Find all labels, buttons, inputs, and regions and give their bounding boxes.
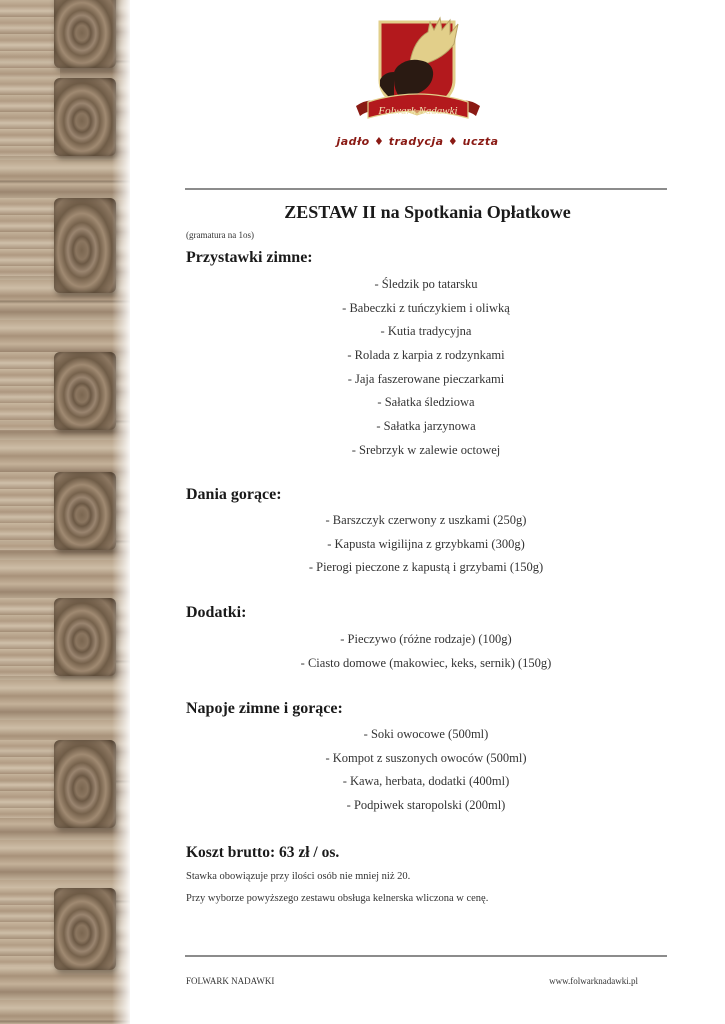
list-item: - Kawa, herbata, dodatki (400ml) [342, 774, 510, 789]
log-side [0, 198, 60, 276]
list-item: - Jaja faszerowane pieczarkami [347, 371, 505, 386]
service-note: Przy wyborze powyższego zestawu obsługa kelnerska wliczona w cenę. [186, 893, 489, 904]
cold-starters-list [186, 273, 666, 463]
list-item: - Kompot z suszonych owoców (500ml) [325, 750, 527, 765]
log-end [54, 888, 116, 970]
weight-note: (gramatura na 1os) [186, 230, 254, 240]
hot-dishes-list [186, 509, 666, 580]
price-per-person: Koszt brutto: 63 zł / os. [186, 844, 340, 861]
page-title: ZESTAW II na Spotkania Opłatkowe [284, 202, 571, 222]
log-side [0, 472, 60, 550]
section-heading-cold-starters: Przystawki zimne: [186, 249, 313, 266]
drinks-list [186, 723, 666, 818]
wood-logs-decoration [0, 0, 130, 1024]
folwark-nadawki-logo [350, 10, 486, 135]
log-side [0, 0, 60, 78]
list-item: - Soki owocowe (500ml) [363, 727, 489, 741]
log-side [0, 352, 60, 430]
section-heading-hot-dishes: Dania gorące: [186, 486, 282, 503]
list-item: - Podpiwek staropolski (200ml) [346, 798, 506, 813]
log-side [0, 740, 60, 818]
top-divider [185, 188, 667, 190]
list-item: - Pierogi pieczone z kapustą i grzybami (150g) [308, 560, 544, 575]
bottom-divider [185, 955, 667, 957]
log-end [54, 472, 116, 550]
list-item: - Ciasto domowe (makowiec, keks, sernik) (150g) [300, 655, 552, 670]
section-heading-drinks: Napoje zimne i gorące: [186, 700, 343, 717]
log-end [54, 598, 116, 676]
footer-brand: FOLWARK NADAWKI [186, 976, 275, 986]
min-guests-note: Stawka obowiązuje przy ilości osób nie mniej niż 20. [186, 871, 411, 882]
list-item: - Babeczki z tuńczykiem i oliwką [342, 300, 510, 315]
list-item: - Śledzik po tatarsku [374, 277, 478, 291]
extras-list [186, 628, 666, 675]
log-end [54, 352, 116, 430]
log-side [0, 598, 60, 676]
list-item: - Rolada z karpia z rodzynkami [347, 348, 505, 363]
list-item: - Barszczyk czerwony z uszkami (250g) [325, 513, 527, 527]
list-item: - Sałatka śledziowa [377, 395, 475, 410]
list-item: - Kutia tradycyjna [380, 324, 472, 339]
log-end [54, 198, 116, 293]
section-heading-extras: Dodatki: [186, 604, 247, 621]
log-side [0, 888, 60, 966]
log-end [54, 740, 116, 828]
wood-fade [112, 0, 130, 1024]
list-item: - Srebrzyk w zalewie octowej [351, 442, 501, 457]
footer-website: www.folwarknadawki.pl [549, 976, 638, 986]
list-item: - Pieczywo (różne rodzaje) (100g) [340, 632, 512, 646]
tagline: jadło ♦ tradycja ♦ uczta [336, 135, 499, 148]
logo-text: Folwark Nadawki [378, 105, 458, 117]
list-item: - Sałatka jarzynowa [376, 419, 476, 434]
log-end [54, 0, 116, 68]
list-item: - Kapusta wigilijna z grzybkami (300g) [327, 536, 525, 551]
